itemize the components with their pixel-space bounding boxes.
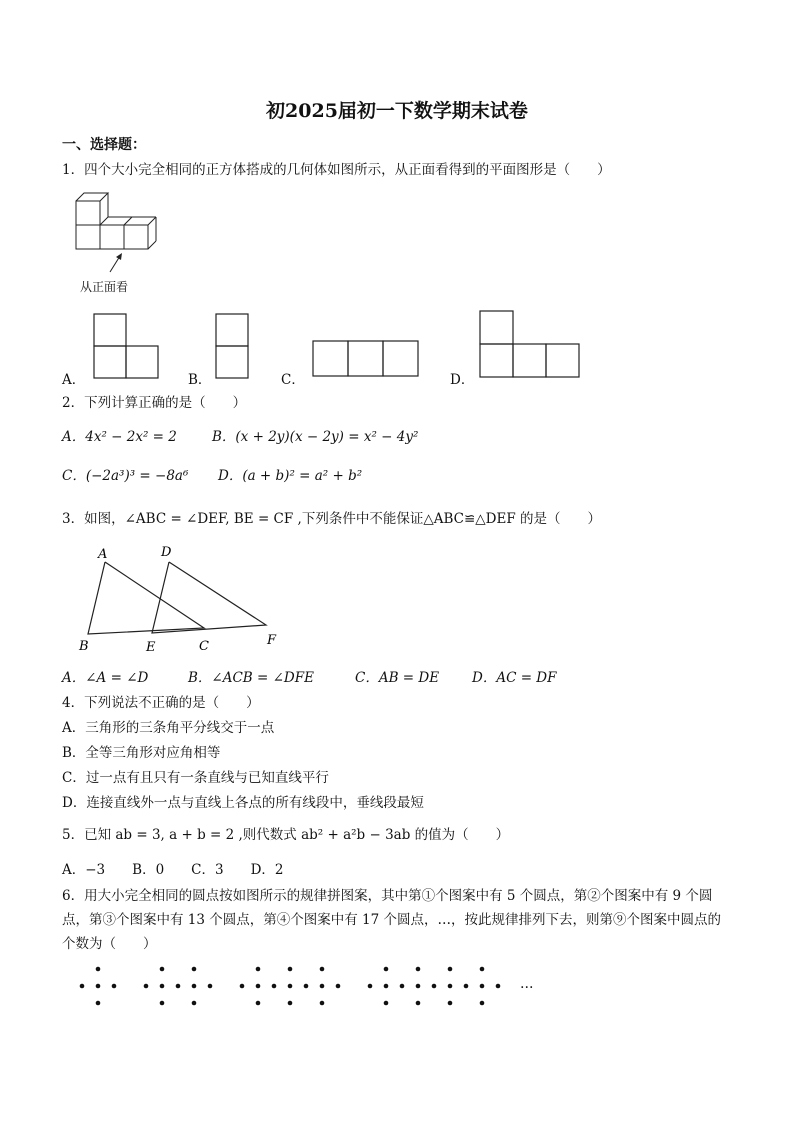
q4-option-a[interactable]: A．三角形的三条角平分线交于一点	[62, 720, 275, 736]
q1-option-d-figure	[477, 309, 581, 380]
section-heading: 一、选择题：	[62, 137, 146, 153]
q3-option-c[interactable]: C．AB = DE	[355, 670, 440, 686]
q1-option-c[interactable]: C．	[281, 372, 305, 388]
q6-ellipsis: …	[520, 976, 534, 992]
q1-option-b-figure	[213, 312, 251, 380]
q2-option-b[interactable]: B．(x + 2y)(x − 2y) = x² − 4y²	[212, 429, 419, 445]
q1-option-d[interactable]: D．	[450, 372, 475, 388]
point-c-label: C	[199, 639, 209, 654]
point-d-label: D	[161, 545, 172, 560]
q1-option-a-figure	[90, 312, 160, 380]
q2-stem: 2．下列计算正确的是（ ）	[62, 395, 247, 411]
q4-option-c[interactable]: C．过一点有且只有一条直线与已知直线平行	[62, 770, 329, 786]
q3-stem: 3．如图，∠ABC = ∠DEF, BE = CF ,下列条件中不能保证△ABC≌△DEF 的是（ ）	[62, 511, 601, 527]
q3-option-b[interactable]: B．∠ACB = ∠DFE	[188, 670, 314, 686]
point-a-label: A	[98, 547, 108, 562]
point-b-label: B	[79, 639, 89, 654]
q1-caption: 从正面看	[80, 280, 129, 294]
q4-option-b[interactable]: B．全等三角形对应角相等	[62, 745, 221, 761]
q2-option-d[interactable]: D．(a + b)² = a² + b²	[218, 468, 363, 484]
q6-stem-line3: 个数为（ ）	[62, 936, 157, 952]
q1-option-c-figure	[310, 339, 422, 379]
q3-option-d[interactable]: D．AC = DF	[472, 670, 557, 686]
q5-options[interactable]: A．−3 B．0 C．3 D．2	[62, 862, 284, 878]
q1-option-b[interactable]: B．	[188, 372, 212, 388]
q6-stem-line2: 点，第③个图案中有 13 个圆点，第④个图案中有 17 个圆点，…，按此规律排列下去，则第⑨个图案中圆点的	[62, 912, 722, 928]
q4-option-d[interactable]: D．连接直线外一点与直线上各点的所有线段中，垂线段最短	[62, 795, 424, 811]
q1-solid-figure	[70, 188, 170, 258]
page-title: 初2025届初一下数学期末试卷	[266, 100, 528, 122]
point-e-label: E	[146, 640, 156, 655]
q6-dot-patterns	[74, 962, 544, 1012]
q1-stem: 1．四个大小完全相同的正方体搭成的几何体如图所示，从正面看得到的平面图形是（ ）	[62, 162, 611, 178]
q1-option-a[interactable]: A．	[62, 372, 86, 388]
q6-stem-line1: 6．用大小完全相同的圆点按如图所示的规律拼图案，其中第①个图案中有 5 个圆点，第②个图案中有 9 个圆	[62, 888, 713, 904]
q3-triangle-figure	[70, 540, 290, 658]
q3-option-a[interactable]: A．∠A = ∠D	[62, 670, 149, 686]
q5-stem: 5．已知 ab = 3, a + b = 2 ,则代数式 ab² + a²b − 3ab 的值为（ ）	[62, 827, 510, 843]
arrow-icon	[106, 252, 126, 274]
q2-option-c[interactable]: C．(−2a³)³ = −8a⁶	[62, 468, 189, 484]
point-f-label: F	[267, 633, 277, 648]
q2-option-a[interactable]: A．4x² − 2x² = 2	[62, 429, 177, 445]
q4-stem: 4．下列说法不正确的是（ ）	[62, 695, 260, 711]
